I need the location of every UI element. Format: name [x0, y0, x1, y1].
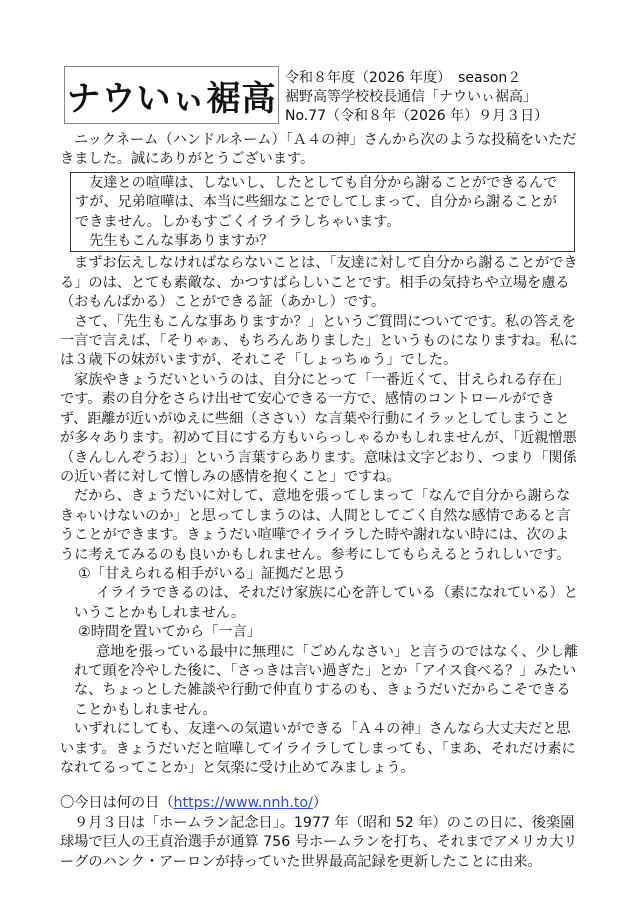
masthead-box — [64, 66, 279, 124]
today-source-link[interactable]: https://www.nnh.to/ — [173, 795, 313, 812]
tip-body: 意地を張っている最中に無理に「ごめんなさい」と言うのではなく、少し離れて頭を冷やした後に、「さっきは言い過ぎた」とか「アイス食べる？」みたいな、ちょっとした雑談や行動で仲直りするのも、きょうだいだからこそできることかもしれません。 — [74, 643, 579, 718]
intro-paragraph: ニックネーム（ハンドルネーム）「Ａ４の神」さんから次のような投稿をいただきました。誠にありがとうございます。 — [60, 132, 577, 168]
today-label: 〇今日は何の日（ — [60, 795, 174, 812]
question-closing: 先生もこんな事ありますか？ — [89, 233, 274, 250]
question-text: 友達との喧嘩は、しないし、したとしても自分から謝ることができるんですが、兄弟喧嘩は、本当に些細なことでしてしまって、自分から謝ることができません。しかもすごくイライラしちゃいます。 — [75, 174, 558, 230]
body-paragraph: 家族やきょうだいというのは、自分にとって「一番近くて、甘えられる存在」です。素の自分をさらけ出せて安心できる一方で、感情のコントロールができず、距離が近いがゆえに些細（ささい）な言葉や行動にイラッとしてしまうことが多々あります。初めて目にする方もいらっしゃるかもしれませんが、「近親憎悪（きんしんぞうお）」という言葉すらあります。意味は文字どおり、つまり「関係の近い者に対して憎しみの感情を抱くこと」ですね。 — [60, 371, 577, 485]
tip-body: イライラできるのは、それだけ家族に心を許している（素になれている）ということかもしれません。 — [74, 585, 578, 621]
today-text: ９月３日は「ホームラン記念日」。1977 年（昭和 52 年）のこの日に、後楽園球場で巨人の王貞治選手が通算 756 号ホームランを打ち、それまでアメリカ大リーグのハンク・アーロンが持っていた世界最高記録を更新したことに由来。 — [60, 814, 578, 870]
newsletter-name-line: 裾野高等学校校長通信「ナウいぃ裾高」 — [285, 89, 537, 105]
submitted-question-box — [70, 172, 575, 253]
tip-heading: ②時間を置いてから「一言」 — [78, 624, 261, 641]
body-paragraph: だから、きょうだいに対して、意地を張ってしまって「なんで自分から謝らなきゃいけないのか」と思ってしまうのは、人間としてごく自然な感情であると言うことができます。きょうだい喧嘩でイライラした時や謝れない時には、次のように考えてみるのも良いかもしれません。参考にしてもらえるとうれしいです。 — [60, 488, 571, 563]
closing-paragraph: いずれにしても、友達への気遣いができる「Ａ４の神」さんなら大丈夫だと思います。きょうだいだと喧嘩してイライラしてしまっても、「まあ、それだけ素になれてるってことか」と気楽に受け止めてみましょう。 — [60, 721, 576, 776]
body-paragraph: さて、「先生もこんな事ありますか？」というご質問についてです。私の答えを一言で言えば、「そりゃぁ、もちろんありました」というものになりますね。私には３歳下の妹がいますが、それこそ「しょっちゅう」でした。 — [60, 313, 578, 369]
masthead-title: ナウいぃ裾高 — [66, 78, 277, 119]
tip-heading: ①「甘えられる相手がいる」証拠だと思う — [78, 565, 347, 582]
issue-number-line: No.77（令和８年（2026 年）９月３日） — [285, 108, 549, 124]
today-heading — [60, 794, 580, 813]
fiscal-year-line: 令和８年度（2026 年度） season２ — [285, 70, 522, 86]
section-spacer — [60, 778, 580, 794]
body-paragraph: まずお伝えしなければならないことは、「友達に対して自分から謝ることができる」のは、とても素敵な、かつすばらしいことです。相手の気持ちや立場を慮る（おもんぱかる）ことができる証（あかし）です。 — [60, 255, 578, 311]
today-label-end: ） — [312, 795, 328, 812]
article-body — [60, 131, 580, 872]
issue-header — [285, 69, 605, 126]
